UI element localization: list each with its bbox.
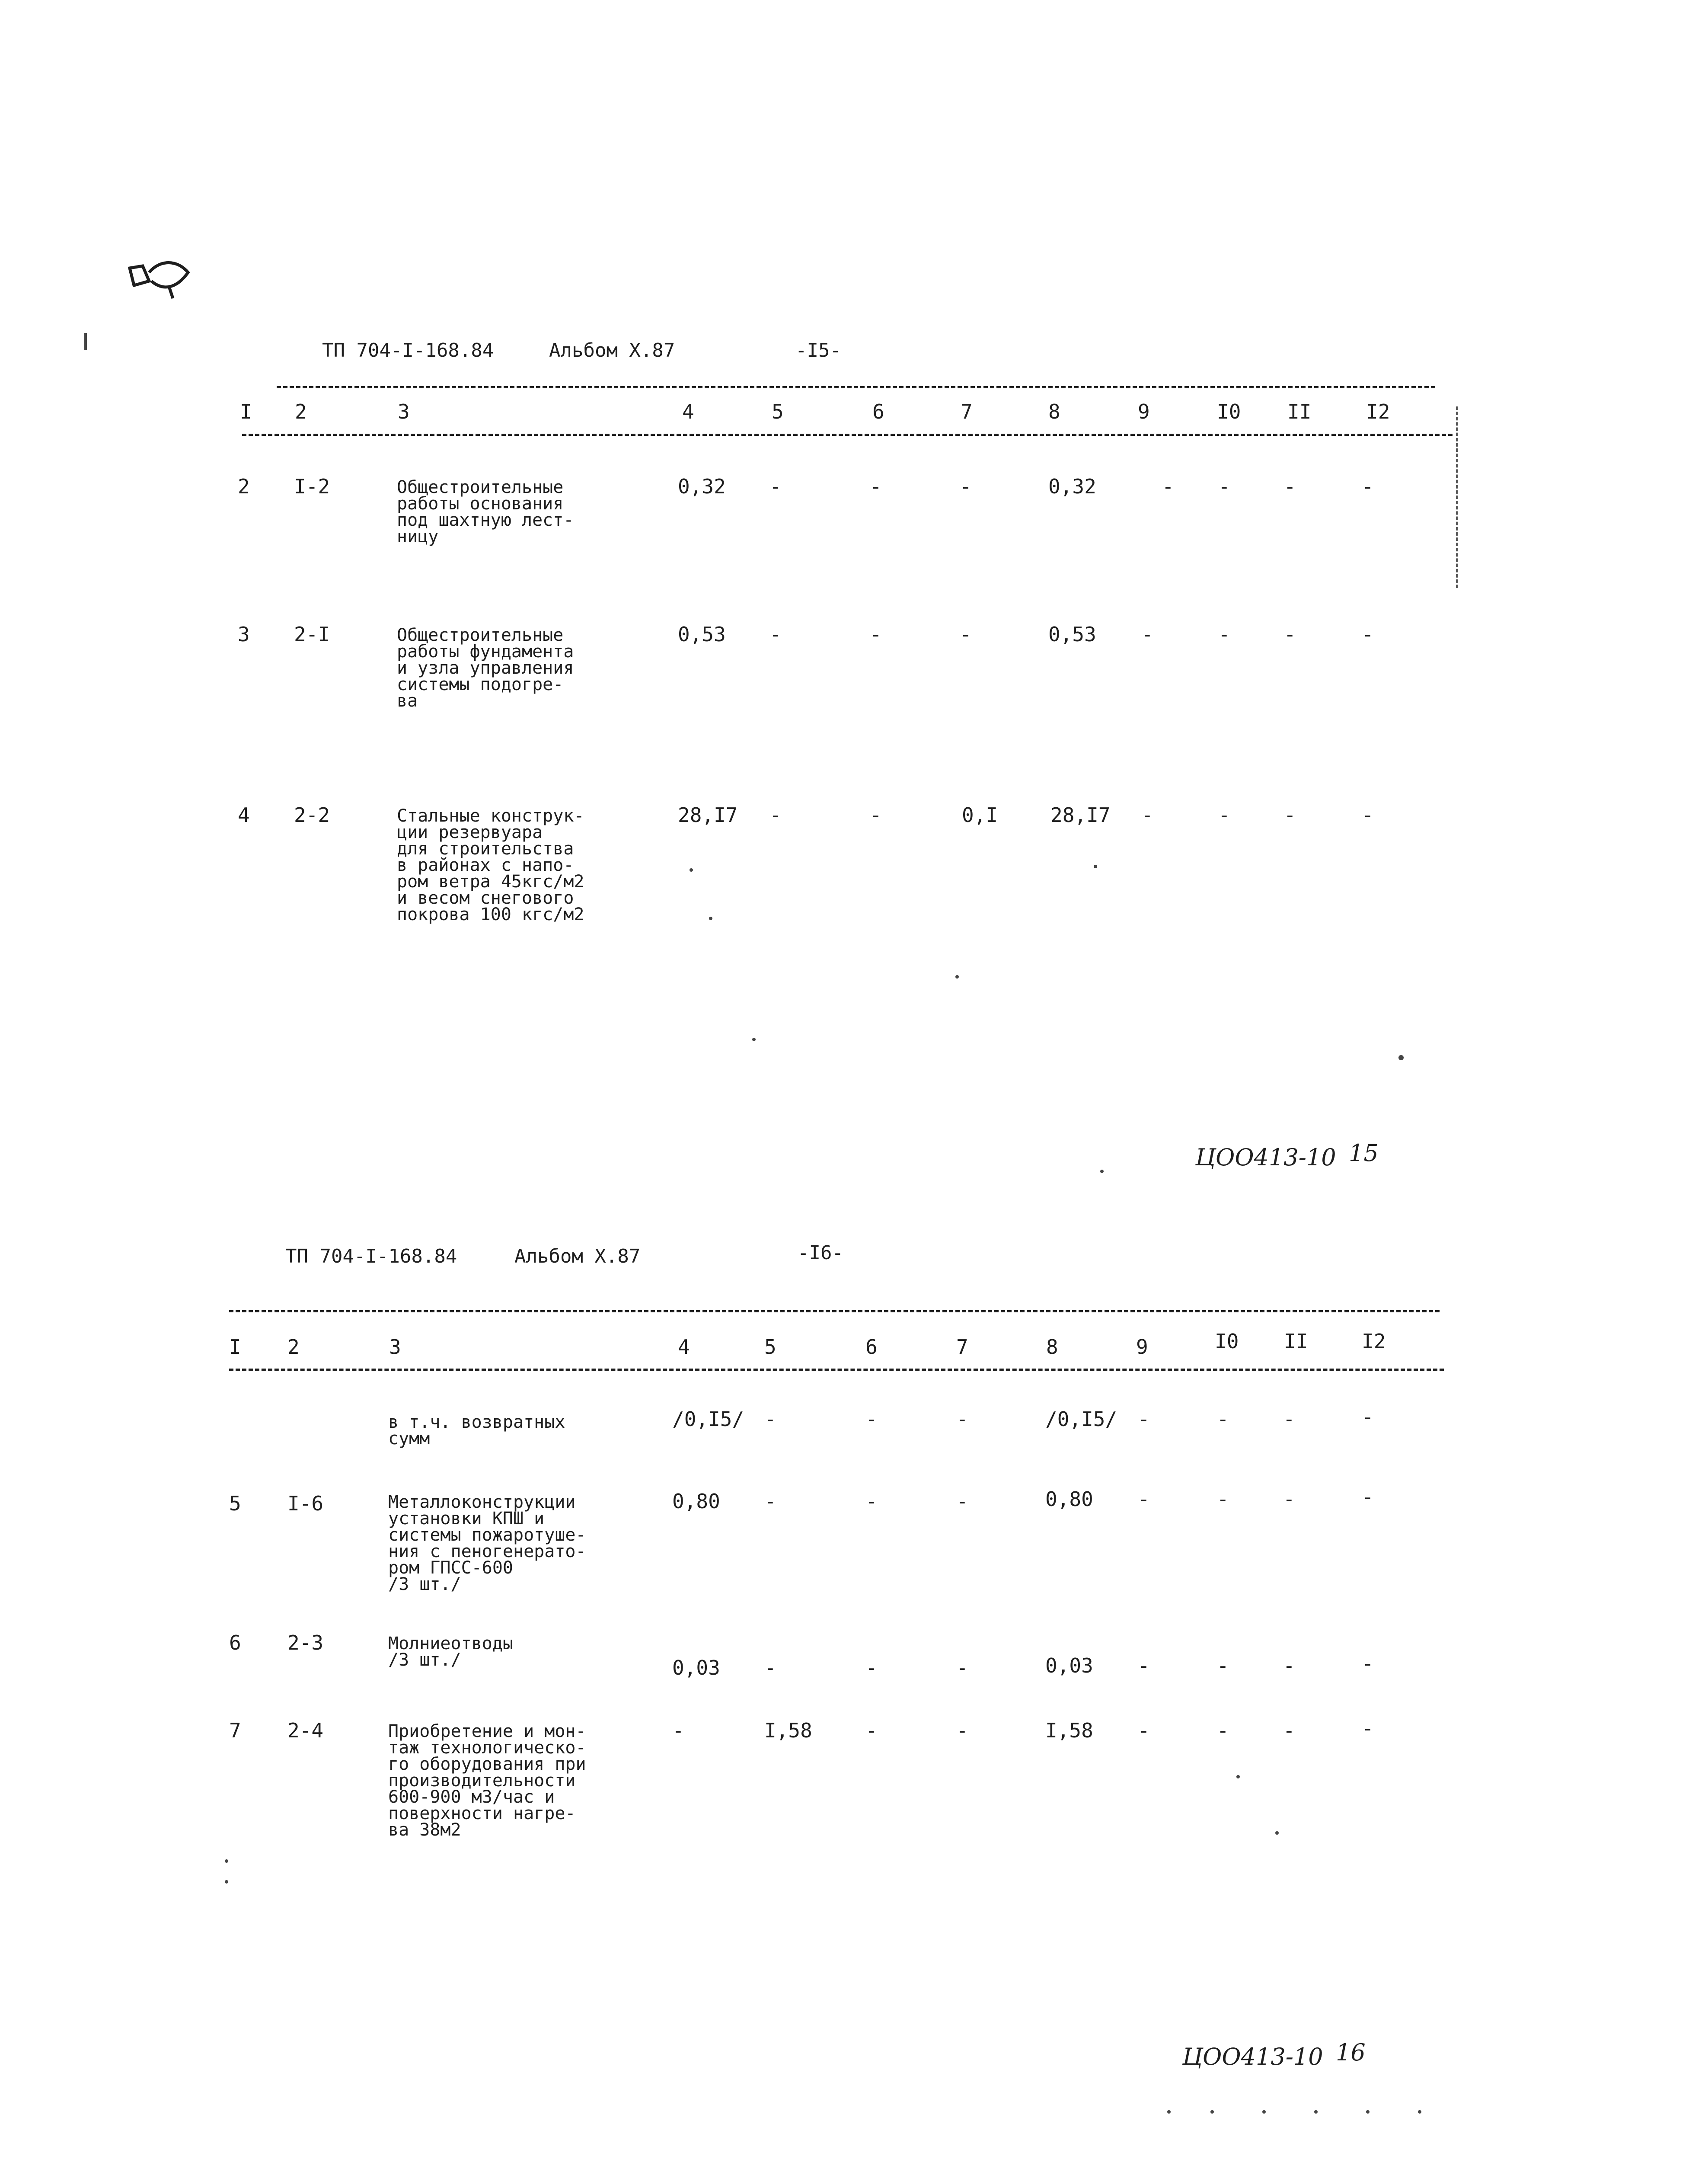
row-description: Приобретение и мон- таж технологическо- го оборудования при производительности 600-900 м3/час и поверхности нагре- ва 38м2 [388,1721,586,1840]
cell-col10: - [1218,623,1230,646]
page1-sheet-number: 15 [1349,1139,1379,1167]
cell-col4: 0,80 [672,1490,720,1513]
cell-col5: - [764,1490,776,1513]
cell-col7: - [956,1719,968,1742]
row-code: 2-3 [287,1631,324,1654]
cell-col8: I,58 [1045,1719,1093,1742]
cell-col5: - [769,803,782,827]
row-code: 2-2 [294,803,330,827]
col-num: I0 [1217,400,1241,423]
cell-col9: - [1138,1487,1150,1511]
col-num: 6 [872,400,884,423]
col-num: 3 [389,1335,401,1359]
col-num: 7 [956,1335,968,1359]
cell-col12: - [1362,803,1374,827]
cell-col10: - [1217,1487,1229,1511]
col-num: 2 [295,400,307,423]
row-number: 3 [238,623,250,646]
cell-col6: - [865,1656,878,1679]
cell-col5: I,58 [764,1719,812,1742]
cell-col6: - [865,1407,878,1431]
cell-col5: - [769,623,782,646]
cell-col7: - [956,1490,968,1513]
cell-col7: 0,I [962,803,998,827]
cell-col8: 0,53 [1048,623,1096,646]
cell-col10: - [1218,803,1230,827]
row-number: 4 [238,803,250,827]
cell-col11: - [1283,1719,1295,1742]
row-code: 2-4 [287,1719,324,1742]
cell-col12: - [1362,1652,1374,1675]
page1-album: Альбом X.87 [549,339,675,361]
col-num: 3 [398,400,410,423]
corner-mark-icon [125,255,195,303]
col-num: II [1287,400,1312,423]
cell-col4: 0,53 [678,623,726,646]
col-num: 5 [764,1335,776,1359]
row-description: Металлоконструкции установки КПШ и системы пожаротуше- ния с пеногенерато- ром ГПСС-600 /3 шт./ [388,1492,586,1594]
cell-col11: - [1284,623,1296,646]
cell-col9: - [1138,1719,1150,1742]
page2-sheet-number: 16 [1336,2039,1366,2066]
cell-col9: - [1162,475,1174,498]
page1-page-number: -I5- [795,339,841,361]
cell-col4: /0,I5/ [672,1407,744,1431]
cell-col7: - [960,623,972,646]
col-num: 2 [287,1335,300,1359]
col-num: I [240,400,252,423]
cell-col8: 28,I7 [1050,803,1111,827]
cell-col11: - [1284,803,1296,827]
cell-col11: - [1284,475,1296,498]
cell-col5: - [764,1407,776,1431]
cell-col6: - [870,803,882,827]
col-num: 9 [1136,1335,1148,1359]
row-number: 7 [229,1719,241,1742]
cell-col4: 28,I7 [678,803,738,827]
row-description: Молниеотводы /3 шт./ [388,1634,513,1670]
cell-col8: /0,I5/ [1045,1407,1117,1431]
col-num: 8 [1048,400,1060,423]
cell-col7: - [956,1407,968,1431]
cell-col4: - [672,1719,684,1742]
col-num: I [229,1335,241,1359]
page1-header-rule-top [277,386,1435,388]
cell-col9: - [1138,1654,1150,1677]
page1-header-rule-bottom [242,434,1453,436]
page1-archive-stamp: ЦОО413-10 [1195,1144,1336,1171]
cell-col4: 0,32 [678,475,726,498]
col-num: I2 [1366,400,1390,423]
col-num: 8 [1046,1335,1058,1359]
page2-album: Альбом X.87 [514,1245,641,1267]
col-num: 5 [772,400,784,423]
cell-col12: - [1362,623,1374,646]
cell-col10: - [1218,475,1230,498]
row-description: Стальные конструк- ции резервуара для строительства в районах с напо- ром ветра 45кгс/м2 и весом снегового покрова 100 кгс/м2 [397,806,584,924]
col-num: 6 [865,1335,878,1359]
col-num: I0 [1215,1330,1239,1353]
page2-page-number: -I6- [798,1242,843,1264]
cell-col5: - [769,475,782,498]
cell-col7: - [956,1656,968,1679]
cell-col11: - [1283,1407,1295,1431]
page1-right-edge-marks [1456,406,1458,588]
cell-col6: - [870,623,882,646]
page2-header-rule-top [229,1310,1440,1312]
row-number: 5 [229,1492,241,1515]
cell-col5: - [764,1656,776,1679]
cell-col11: - [1283,1487,1295,1511]
cell-col7: - [960,475,972,498]
cell-col8: 0,32 [1048,475,1096,498]
cell-col6: - [865,1719,878,1742]
col-num: 4 [682,400,694,423]
cell-col10: - [1217,1719,1229,1742]
cell-col6: - [865,1490,878,1513]
cell-col9: - [1141,803,1153,827]
row-description: Общестроительные работы основания под шахтную лест- ницу [397,477,574,547]
cell-col10: - [1217,1407,1229,1431]
page2-doc-number: ТП 704-I-168.84 [285,1245,457,1267]
col-num: I2 [1362,1330,1386,1353]
row-description: Общестроительные работы фундамента и узла управления системы подогре- ва [397,625,574,711]
col-num: II [1284,1330,1308,1353]
page2-header-rule-bottom [229,1369,1444,1371]
cell-col12: - [1362,1405,1374,1429]
col-num: 9 [1138,400,1150,423]
cell-col6: - [870,475,882,498]
cell-col12: - [1362,1717,1374,1740]
row-code: I-2 [294,475,330,498]
cell-col4: 0,03 [672,1656,720,1679]
cell-col9: - [1141,623,1153,646]
cell-col12: - [1362,1485,1374,1509]
cell-col10: - [1217,1654,1229,1677]
margin-tick [84,333,87,350]
page1-doc-number: ТП 704-I-168.84 [322,339,494,361]
cell-col9: - [1138,1407,1150,1431]
cell-col8: 0,03 [1045,1654,1093,1677]
row-description: в т.ч. возвратных сумм [388,1412,565,1449]
col-num: 7 [961,400,973,423]
cell-col11: - [1283,1654,1295,1677]
col-num: 4 [678,1335,690,1359]
page2-archive-stamp: ЦОО413-10 [1182,2043,1323,2070]
cell-col8: 0,80 [1045,1487,1093,1511]
row-code: I-6 [287,1492,324,1515]
row-code: 2-I [294,623,330,646]
row-number: 2 [238,475,250,498]
row-number: 6 [229,1631,241,1654]
cell-col12: - [1362,475,1374,498]
